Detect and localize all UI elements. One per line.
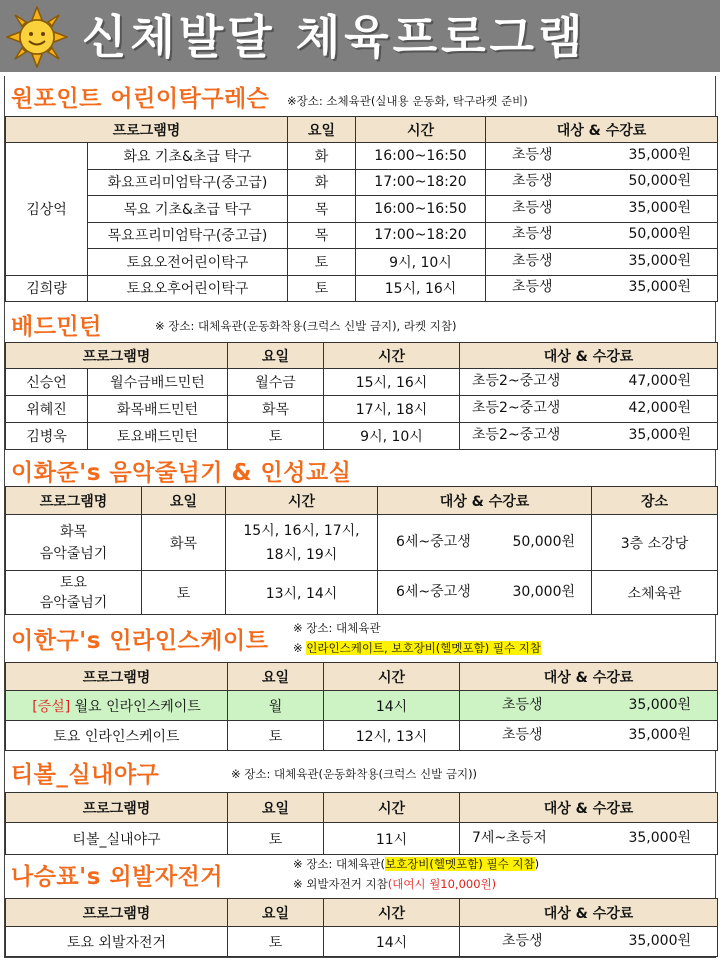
fee-text: 35,000원 (628, 146, 691, 163)
col-header-day: 요일 (142, 487, 226, 515)
new-class-tag: [증설] (32, 698, 71, 715)
day-cell: 토 (228, 823, 324, 855)
tball-table (5, 792, 718, 855)
time-cell: 11시 (324, 823, 460, 855)
table-row (6, 196, 718, 223)
target-text: 초등생 (512, 146, 553, 163)
target-fee-cell (460, 721, 718, 751)
target-text: 초등2~중고생 (472, 373, 561, 389)
time-cell: 17시, 18시 (324, 396, 460, 423)
day-cell: 화 (288, 169, 356, 196)
fee-text: 50,000원 (512, 533, 575, 550)
inline-skate-table (5, 662, 718, 751)
program-content (4, 76, 716, 958)
target-text: 초등2~중고생 (472, 400, 561, 416)
time-cell: 17:00~18:20 (356, 222, 486, 249)
day-cell: 화목 (142, 515, 226, 571)
day-cell: 목 (288, 196, 356, 223)
col-header-time: 시간 (226, 487, 378, 515)
target-text: 6세~중고생 (396, 583, 471, 600)
target-text: 초등생 (512, 252, 553, 269)
target-fee-cell (460, 423, 718, 450)
table-row (6, 143, 718, 170)
day-cell: 토 (142, 571, 226, 615)
col-header-day: 요일 (228, 343, 324, 369)
target-fee-cell (460, 927, 718, 957)
section-title-table-tennis: 원포인트 어린이탁구레슨 (11, 86, 270, 112)
note-highlight: 인라인스케이트, 보호장비(헬멧포함) 필수 지참 (306, 641, 541, 655)
note-text: ※ 장소: 대체육관( (293, 857, 385, 871)
target-fee-cell (486, 275, 718, 302)
target-fee-cell (486, 196, 718, 223)
target-text: 초등생 (502, 932, 543, 949)
fee-text: 35,000원 (628, 252, 691, 269)
program-name-line2: 음악줄넘기 (39, 594, 108, 611)
day-cell: 토 (228, 423, 324, 450)
table-row (6, 169, 718, 196)
col-header-target-fee: 대상 & 수강료 (460, 663, 718, 691)
table-row (6, 275, 718, 302)
time-line2: 18시, 19시 (265, 546, 338, 563)
sun-icon (6, 6, 68, 68)
fee-text: 50,000원 (628, 226, 691, 243)
day-cell: 토 (288, 249, 356, 276)
fee-text: 42,000원 (628, 400, 691, 416)
day-cell: 월 (228, 691, 324, 721)
fee-text: 35,000원 (628, 427, 691, 443)
note-text-end: ) (534, 857, 540, 871)
time-cell: 16:00~16:50 (356, 196, 486, 223)
col-header-day: 요일 (228, 899, 324, 927)
program-name-cell (6, 515, 142, 571)
table-row (6, 222, 718, 249)
program-name-cell: 목요 기초&초급 탁구 (88, 196, 288, 223)
col-header-target-fee: 대상 & 수강료 (486, 117, 718, 143)
day-cell: 토 (288, 275, 356, 302)
target-text: 초등생 (512, 279, 553, 296)
program-name-cell (6, 691, 228, 721)
col-header-place: 장소 (592, 487, 718, 515)
place-cell: 소체육관 (592, 571, 718, 615)
col-header-time: 시간 (356, 117, 486, 143)
col-header-target-fee: 대상 & 수강료 (378, 487, 592, 515)
section-title-inline-skate: 이한구's 인라인스케이트 (11, 628, 269, 654)
section-note-unicycle-place (293, 856, 539, 872)
table-row (6, 823, 718, 855)
program-name-cell: 토요오전어린이탁구 (88, 249, 288, 276)
fee-text: 35,000원 (628, 199, 691, 216)
section-note-inline-equipment (293, 640, 541, 656)
col-header-time: 시간 (324, 899, 460, 927)
target-text: 초등생 (502, 696, 543, 713)
table-row (6, 423, 718, 450)
table-row (6, 249, 718, 276)
section-title-unicycle: 나승표's 외발자전거 (11, 864, 223, 890)
instructor-cell: 김희량 (6, 275, 88, 302)
fee-text: 35,000원 (628, 726, 691, 743)
target-fee-cell (378, 571, 592, 615)
program-name-line2: 음악줄넘기 (39, 545, 108, 562)
program-name-cell: 토요 인라인스케이트 (6, 721, 228, 751)
target-text: 초등생 (512, 226, 553, 243)
page-title: 신체발달 체육프로그램 (82, 10, 587, 64)
instructor-cell: 김병욱 (6, 423, 88, 450)
badminton-table (5, 342, 718, 450)
section-note-inline-place: ※ 장소: 대체육관 (293, 621, 381, 635)
instructor-cell: 위혜진 (6, 396, 88, 423)
fee-text: 30,000원 (512, 583, 575, 600)
note-highlight: 보호장비(헬멧포함) 필수 지참 (384, 857, 535, 871)
fee-text: 35,000원 (628, 829, 691, 846)
table-row (6, 369, 718, 396)
jump-rope-table (5, 486, 718, 615)
time-cell: 14시 (324, 927, 460, 957)
target-fee-cell (460, 369, 718, 396)
col-header-day: 요일 (228, 663, 324, 691)
instructor-cell: 김상억 (6, 143, 88, 276)
table-row (6, 571, 718, 615)
time-cell: 13시, 14시 (226, 571, 378, 615)
target-text: 초등생 (512, 199, 553, 216)
table-tennis-table (5, 116, 718, 302)
program-name-cell: 화요프리미엄탁구(중고급) (88, 169, 288, 196)
time-cell: 14시 (324, 691, 460, 721)
col-header-program: 프로그램명 (6, 343, 228, 369)
program-name-text: 월요 인라인스케이트 (74, 698, 201, 715)
col-header-day: 요일 (288, 117, 356, 143)
note-mark: ※ (293, 641, 303, 655)
section-title-tball: 티볼_실내야구 (11, 762, 160, 788)
target-fee-cell (460, 823, 718, 855)
section-title-jump-rope: 이화준's 음악줄넘기 & 인성교실 (11, 460, 352, 486)
program-name-cell: 토요오후어린이탁구 (88, 275, 288, 302)
section-note-badminton: ※ 장소: 대체육관(운동화착용(크럭스 신발 금지), 라켓 지참) (155, 319, 457, 333)
col-header-target-fee: 대상 & 수강료 (460, 793, 718, 823)
program-name-cell: 티볼_실내야구 (6, 823, 228, 855)
target-fee-cell (460, 691, 718, 721)
time-cell (226, 515, 378, 571)
target-fee-cell (486, 249, 718, 276)
col-header-time: 시간 (324, 663, 460, 691)
page-banner (0, 0, 720, 72)
time-line1: 15시, 16시, 17시, (243, 522, 360, 539)
col-header-target-fee: 대상 & 수강료 (460, 343, 718, 369)
program-name-cell (6, 571, 142, 615)
col-header-program: 프로그램명 (6, 793, 228, 823)
time-cell: 15시, 16시 (324, 369, 460, 396)
time-cell: 17:00~18:20 (356, 169, 486, 196)
target-fee-cell (486, 222, 718, 249)
target-fee-cell (460, 396, 718, 423)
rental-fee-note: (대여시 월10,000원) (387, 877, 497, 891)
note-text: ※ 외발자전거 지참 (293, 877, 388, 891)
col-header-time: 시간 (324, 793, 460, 823)
program-name-cell: 토요 외발자전거 (6, 927, 228, 957)
target-text: 초등생 (502, 726, 543, 743)
fee-text: 35,000원 (628, 932, 691, 949)
table-row (6, 691, 718, 721)
target-fee-cell (486, 169, 718, 196)
day-cell: 화목 (228, 396, 324, 423)
col-header-program: 프로그램명 (6, 117, 288, 143)
section-note-unicycle-bring (293, 876, 496, 892)
instructor-cell: 신승언 (6, 369, 88, 396)
target-text: 7세~초등저 (472, 829, 547, 846)
table-row (6, 721, 718, 751)
col-header-program: 프로그램명 (6, 663, 228, 691)
day-cell: 토 (228, 721, 324, 751)
day-cell: 월수금 (228, 369, 324, 396)
place-cell: 3층 소강당 (592, 515, 718, 571)
time-cell: 12시, 13시 (324, 721, 460, 751)
section-note-table-tennis: ※장소: 소체육관(실내용 운동화, 탁구라켓 준비) (287, 94, 528, 108)
fee-text: 47,000원 (628, 373, 691, 389)
program-name-cell: 화요 기초&초급 탁구 (88, 143, 288, 170)
target-text: 초등2~중고생 (472, 427, 561, 443)
fee-text: 50,000원 (628, 173, 691, 190)
table-row (6, 396, 718, 423)
fee-text: 35,000원 (628, 696, 691, 713)
section-title-badminton: 배드민턴 (11, 314, 102, 340)
fee-text: 35,000원 (628, 279, 691, 296)
table-row (6, 927, 718, 957)
program-name-line1: 화목 (59, 523, 88, 540)
col-header-program: 프로그램명 (6, 899, 228, 927)
col-header-target-fee: 대상 & 수강료 (460, 899, 718, 927)
time-cell: 16:00~16:50 (356, 143, 486, 170)
program-name-cell: 토요배드민턴 (88, 423, 228, 450)
target-fee-cell (378, 515, 592, 571)
col-header-time: 시간 (324, 343, 460, 369)
table-row (6, 515, 718, 571)
col-header-day: 요일 (228, 793, 324, 823)
program-name-cell: 화목배드민턴 (88, 396, 228, 423)
unicycle-table (5, 898, 718, 957)
col-header-program: 프로그램명 (6, 487, 142, 515)
day-cell: 목 (288, 222, 356, 249)
target-fee-cell (486, 143, 718, 170)
program-name-cell: 목요프리미엄탁구(중고급) (88, 222, 288, 249)
day-cell: 토 (228, 927, 324, 957)
target-text: 초등생 (512, 173, 553, 190)
time-cell: 15시, 16시 (356, 275, 486, 302)
program-name-line1: 토요 (59, 574, 88, 591)
time-cell: 9시, 10시 (324, 423, 460, 450)
section-note-tball: ※ 장소: 대체육관(운동화착용(크럭스 신발 금지)) (231, 767, 478, 781)
day-cell: 화 (288, 143, 356, 170)
program-name-cell: 월수금배드민턴 (88, 369, 228, 396)
time-cell: 9시, 10시 (356, 249, 486, 276)
target-text: 6세~중고생 (396, 533, 471, 550)
